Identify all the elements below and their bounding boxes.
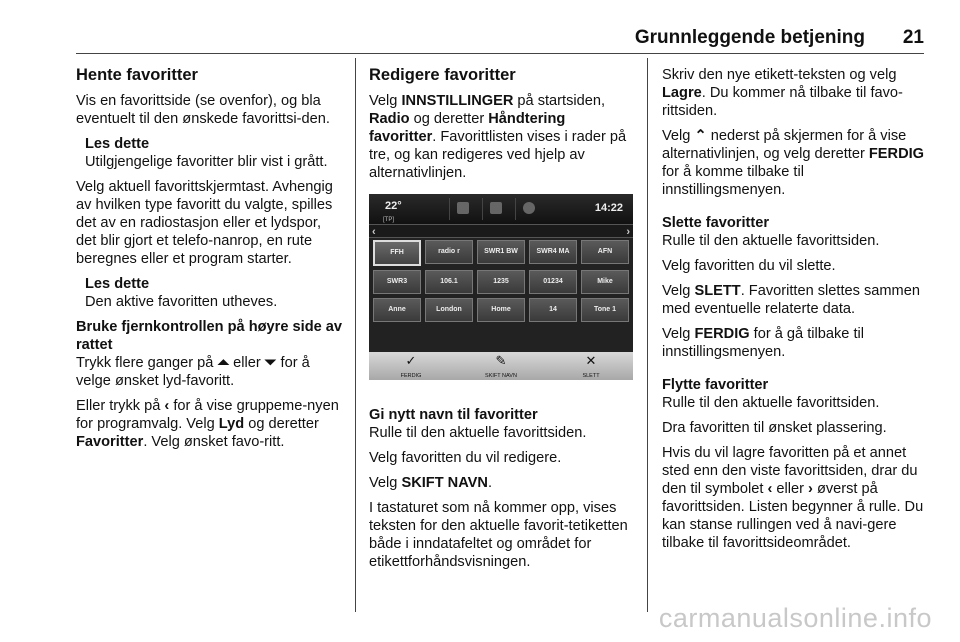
paragraph bbox=[662, 127, 930, 199]
column-2 bbox=[369, 66, 635, 578]
text: for å komme tilbake til innstillingsmenyen. bbox=[662, 164, 804, 198]
favorite-button: Anne bbox=[373, 298, 421, 322]
column-divider-1 bbox=[355, 58, 356, 614]
favorite-button: AFN bbox=[581, 240, 629, 264]
page-number: 21 bbox=[902, 27, 924, 48]
watermark: carmanualsonline.info bbox=[658, 603, 932, 633]
chevron-left-icon: ‹ bbox=[164, 398, 170, 414]
menu-term: Favoritter bbox=[76, 434, 144, 450]
favorite-button: Tone 1 bbox=[581, 298, 629, 322]
text: Trykk flere ganger på bbox=[76, 355, 218, 371]
menu-term: SKIFT NAVN bbox=[401, 475, 488, 491]
caret-up-icon: ⌃ bbox=[694, 128, 707, 144]
rename-label: SKIFT NAVN bbox=[485, 373, 517, 379]
rename-button bbox=[471, 354, 531, 385]
paragraph: Rulle til den aktuelle favorittsiden. bbox=[662, 233, 880, 249]
text: . Velg ønsket favo-ritt. bbox=[143, 434, 285, 450]
note-text: Utilgjengelige favoritter blir vist i grått. bbox=[85, 154, 328, 170]
text: for å velge ønsket lyd-favoritt. bbox=[76, 355, 310, 389]
text: Velg bbox=[662, 326, 695, 342]
page-header-title: Grunnleggende betjening bbox=[634, 27, 865, 48]
chevron-right-icon: › bbox=[626, 226, 630, 238]
menu-term: Radio bbox=[369, 111, 410, 127]
menu-term: Håndtering favoritter bbox=[369, 111, 566, 145]
text: Velg bbox=[369, 93, 402, 109]
note-box bbox=[76, 135, 344, 171]
text: og deretter bbox=[244, 416, 319, 432]
menu-term: Lagre bbox=[662, 85, 702, 101]
phone-icon bbox=[482, 198, 509, 220]
paragraph: Dra favoritten til ønsket plassering. bbox=[662, 420, 887, 436]
note-title: Les dette bbox=[85, 276, 150, 292]
globe-icon bbox=[515, 198, 542, 220]
favorite-button: SWR1 BW bbox=[477, 240, 525, 264]
favorite-button: 1235 bbox=[477, 270, 525, 294]
paragraph bbox=[662, 444, 930, 552]
text: og deretter bbox=[409, 111, 489, 127]
favorite-button: London bbox=[425, 298, 473, 322]
chevron-right-icon: › bbox=[808, 481, 813, 497]
menu-term: FERDIG bbox=[868, 146, 925, 162]
paragraph bbox=[662, 66, 930, 120]
column-3 bbox=[662, 66, 930, 559]
section-heading-hente: Hente favoritter bbox=[76, 66, 198, 84]
text: . Favoritten slettes sammen med eventuelle relaterte data. bbox=[662, 283, 920, 317]
text: øverst på favorittsiden. Listen begynner å rulle. Du kan stanse rullingen ved å navi-gere tilbake til favorittsideområdet. bbox=[662, 481, 924, 551]
note-box bbox=[76, 275, 344, 311]
text: Eller trykk på bbox=[76, 398, 165, 414]
favorite-button: SWR4 MA bbox=[529, 240, 577, 264]
text: nederst på skjermen for å vise alternativlinjen, og velg deretter bbox=[662, 128, 907, 162]
note-title: Les dette bbox=[85, 136, 150, 152]
screen-nav-bar bbox=[369, 225, 633, 238]
paragraph: Velg favoritten du vil redigere. bbox=[369, 450, 562, 466]
paragraph bbox=[76, 397, 344, 451]
text: . Favorittlisten vises i rader på tre, og kan redigeres ved hjelp av alternativlinjen. bbox=[369, 129, 627, 181]
done-button bbox=[381, 354, 441, 385]
favorite-button: 01234 bbox=[529, 270, 577, 294]
paragraph bbox=[76, 354, 344, 390]
text: Velg bbox=[369, 475, 402, 491]
check-icon: ✓ bbox=[405, 353, 417, 368]
screen-option-bar bbox=[369, 352, 633, 380]
paragraph bbox=[369, 474, 635, 492]
arrow-down-icon: ⏷ bbox=[264, 355, 277, 371]
favorite-button: 106.1 bbox=[425, 270, 473, 294]
favorite-button: Home bbox=[477, 298, 525, 322]
done-label: FERDIG bbox=[400, 373, 422, 379]
music-note-icon bbox=[449, 198, 476, 220]
text: Velg bbox=[662, 128, 695, 144]
text: eller bbox=[772, 481, 809, 497]
paragraph: Velg favoritten du vil slette. bbox=[662, 258, 836, 274]
arrow-up-icon: ⏶ bbox=[217, 355, 230, 371]
paragraph bbox=[369, 92, 635, 182]
paragraph: Rulle til den aktuelle favorittsiden. bbox=[662, 395, 880, 411]
text: eller bbox=[229, 355, 265, 371]
chevron-left-icon: ‹ bbox=[372, 226, 376, 238]
favorite-button: radio r bbox=[425, 240, 473, 264]
column-divider-2 bbox=[647, 58, 648, 614]
subheading-move: Flytte favoritter bbox=[662, 377, 769, 393]
chevron-left-icon: ‹ bbox=[767, 481, 773, 497]
paragraph: Vis en favorittside (se ovenfor), og bla eventuelt til den ønskede favorittsi-den. bbox=[76, 93, 330, 127]
pen-icon: ✎ bbox=[495, 353, 507, 368]
subheading-remote: Bruke fjernkontrollen på høyre side av rattet bbox=[76, 319, 343, 353]
text: . bbox=[487, 475, 493, 491]
favorite-button: 14 bbox=[529, 298, 577, 322]
text: Skriv den nye etikett-teksten og velg bbox=[662, 67, 897, 83]
clock: 14:22 bbox=[594, 202, 623, 214]
close-icon: ✕ bbox=[585, 353, 597, 368]
delete-label: SLETT bbox=[582, 373, 600, 379]
text: Hvis du vil lagre favoritten på et annet sted enn den viste favorittsiden, drar du den til symbolet bbox=[662, 445, 918, 497]
text: Velg bbox=[662, 283, 695, 299]
menu-term: INNSTILLINGER bbox=[401, 93, 514, 109]
paragraph bbox=[662, 325, 930, 361]
favorite-button: SWR3 bbox=[373, 270, 421, 294]
screen-top-bar bbox=[369, 194, 633, 225]
tp-indicator: [TP] bbox=[383, 217, 395, 223]
menu-term: FERDIG bbox=[694, 326, 750, 342]
subheading-rename: Gi nytt navn til favoritter bbox=[369, 407, 538, 423]
favorite-button: Mike bbox=[581, 270, 629, 294]
favorites-grid bbox=[373, 240, 629, 322]
section-heading-redigere: Redigere favoritter bbox=[369, 66, 516, 84]
text: på startsiden, bbox=[513, 93, 606, 109]
paragraph bbox=[662, 282, 930, 318]
text: for å vise gruppeme-nyen for programvalg. Velg bbox=[76, 398, 339, 432]
note-text: Den aktive favoritten utheves. bbox=[85, 294, 278, 310]
text: for å gå tilbake til innstillingsmenyen. bbox=[662, 326, 864, 360]
subheading-delete: Slette favoritter bbox=[662, 215, 770, 231]
text: . Du kommer nå tilbake til favo-rittsiden. bbox=[662, 85, 903, 119]
temperature: 22° bbox=[385, 200, 402, 212]
paragraph: Velg aktuell favorittskjermtast. Avhengig av hvilken type favoritt du valgte, spilles det av en radiostasjon eller et lydspor, det blir gjort et telefo-nanrop, en rute beregnes eller et program starter. bbox=[76, 179, 333, 267]
delete-button bbox=[561, 354, 621, 385]
header-divider bbox=[76, 53, 924, 54]
column-1 bbox=[76, 66, 344, 458]
paragraph: Rulle til den aktuelle favorittsiden. bbox=[369, 425, 587, 441]
menu-term: SLETT bbox=[694, 283, 741, 299]
infotainment-screen-image bbox=[369, 194, 633, 380]
menu-term: Lyd bbox=[218, 416, 245, 432]
paragraph: I tastaturet som nå kommer opp, vises teksten for den aktuelle favorit-tetiketten både i inndatafeltet og området for etikettforhåndsvisningen. bbox=[369, 500, 628, 570]
favorite-button: FFH bbox=[373, 240, 421, 266]
